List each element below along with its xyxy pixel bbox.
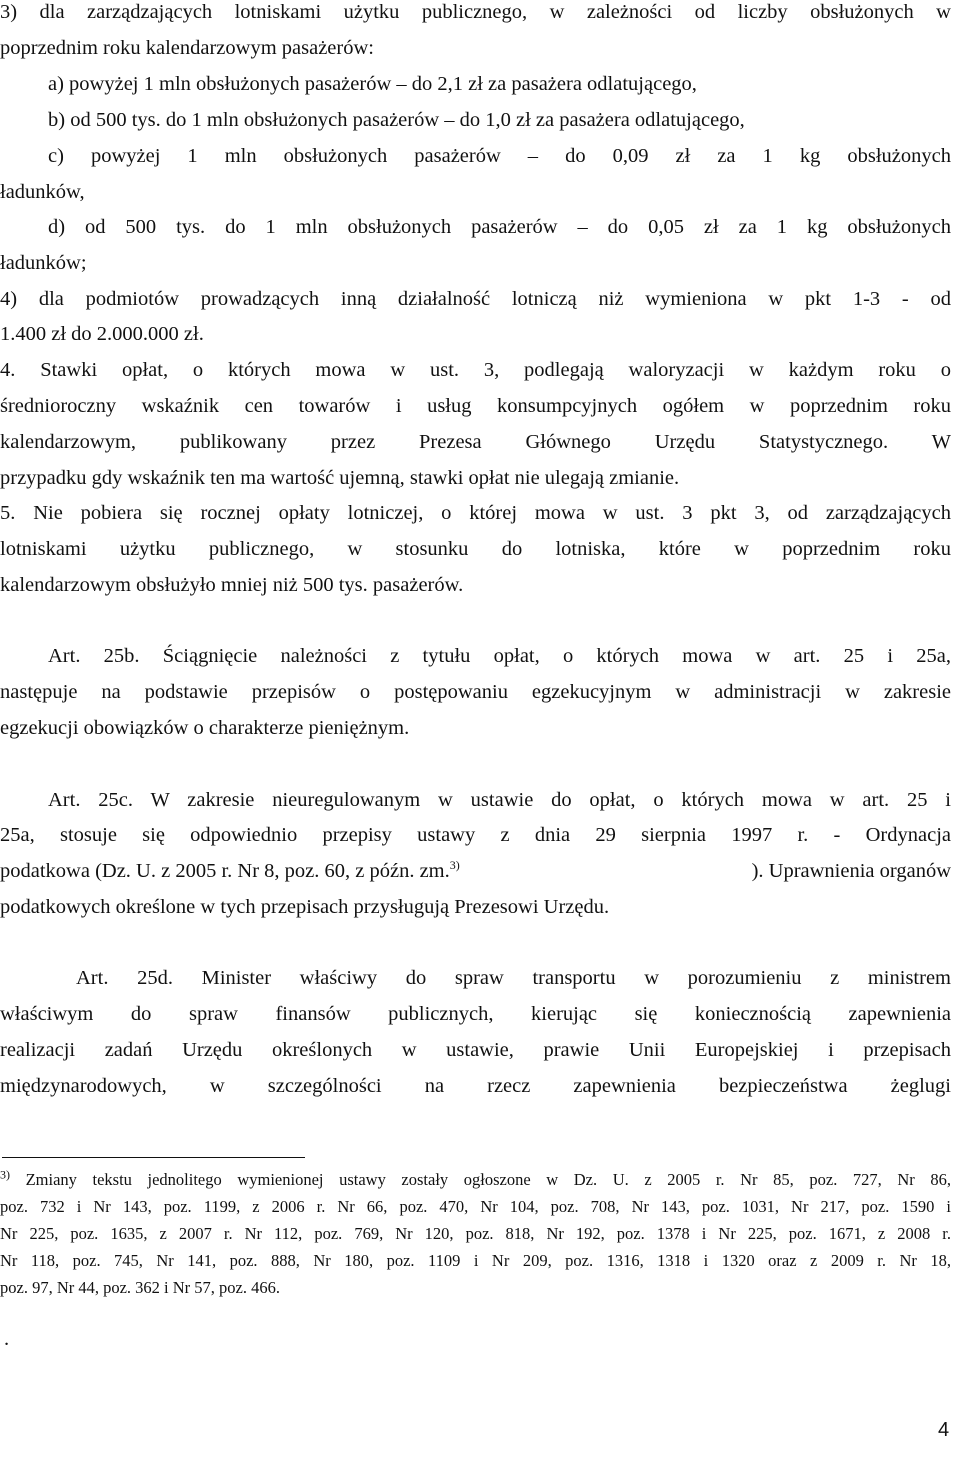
footnote-separator — [2, 1157, 305, 1158]
footnote-line: $^{3)}$ Zmiany tekstu jednolitego wymienionej ustawy zostały ogłoszone w Dz. U. z 2005 r. Nr 85, poz. 727, Nr 86, — [0, 1167, 952, 1189]
footnote-line: poz. 732 i Nr 143, poz. 1199, z 2006 r. Nr 66, poz. 470, Nr 104, poz. 708, Nr 143, poz. 1031, Nr 217, poz. 1590 i — [0, 1197, 951, 1216]
list-item: c) powyżej 1 mln obsłużonych pasażerów – do 0,09 zł za 1 kg obsłużonych — [48, 145, 951, 167]
text-line: średnioroczny wskaźnik cen towarów i usług konsumpcyjnych ogółem w poprzednim roku — [0, 395, 951, 417]
article-heading-line: Art. 25c. W zakresie nieuregulowanym w ustawie do opłat, o których mowa w art. 25 i — [48, 789, 951, 811]
list-item: a) powyżej 1 mln obsłużonych pasażerów – do 2,1 zł za pasażera odlatującego, — [48, 73, 697, 95]
text-line: ładunków; — [0, 252, 87, 274]
footnote-line: poz. 97, Nr 44, poz. 362 i Nr 57, poz. 466. — [0, 1278, 281, 1297]
text-line: 1.400 zł do 2.000.000 zł. — [0, 323, 204, 345]
text-line: kalendarzowym, publikowany przez Prezesa Głównego Urzędu Statystycznego. W — [0, 431, 951, 453]
text-line: 4. Stawki opłat, o których mowa w ust. 3, podlegają waloryzacji w każdym roku o — [0, 359, 951, 381]
text-line: kalendarzowym obsłużyło mniej niż 500 tys. pasażerów. — [0, 574, 464, 596]
article-heading-line: Art. 25d. Minister właściwy do spraw transportu w porozumieniu z ministrem — [76, 967, 951, 989]
footnote-marker: 3) — [0, 1167, 10, 1182]
text-line: następuje na podstawie przepisów o postępowaniu egzekucyjnym w administracji w zakresie — [0, 681, 951, 703]
text-line: 25a, stosuje się odpowiednio przepisy ustawy z dnia 29 sierpnia 1997 r. - Ordynacja — [0, 824, 951, 846]
trailing-dot: . — [4, 1328, 10, 1350]
text-line: międzynarodowych, w szczególności na rzecz zapewnienia bezpieczeństwa żeglugi — [0, 1075, 951, 1097]
page-number: 4 — [938, 1419, 950, 1441]
article-heading-line: Art. 25b. Ściągnięcie należności z tytułu opłat, o których mowa w art. 25 i 25a, — [48, 645, 951, 667]
text-line: 3) dla zarządzających lotniskami użytku publicznego, w zależności od liczby obsłużonych w — [0, 1, 951, 23]
text-line: ładunków, — [0, 181, 85, 203]
text-line: 4) dla podmiotów prowadzących inną działalność lotniczą niż wymieniona w pkt 1-3 - od — [0, 288, 951, 310]
text-line: 5. Nie pobiera się rocznej opłaty lotniczej, o której mowa w ust. 3 pkt 3, od zarządzających — [0, 502, 951, 524]
footnote-line: Nr 225, poz. 1635, z 2007 r. Nr 112, poz. 769, Nr 120, poz. 818, Nr 192, poz. 1378 i Nr 225, poz. 1671, z 2008 r. — [0, 1224, 951, 1243]
footnote-reference: 3) — [449, 858, 460, 873]
text-line: poprzednim roku kalendarzowym pasażerów: — [0, 37, 374, 59]
text-line: podatkowa (Dz. U. z 2005 r. Nr 8, poz. 60, z późn. zm.$^{3)}$ ). Uprawnienia organów — [0, 858, 951, 882]
list-item: b) od 500 tys. do 1 mln obsłużonych pasażerów – do 1,0 zł za pasażera odlatującego, — [48, 109, 745, 131]
text-line: lotniskami użytku publicznego, w stosunku do lotniska, które w poprzednim roku — [0, 538, 951, 560]
text-line: egzekucji obowiązków o charakterze pieniężnym. — [0, 717, 410, 739]
footnote-line: Nr 118, poz. 745, Nr 141, poz. 888, Nr 180, poz. 1109 i Nr 209, poz. 1316, 1318 i 1320 oraz z 2009 r. Nr 18, — [0, 1251, 951, 1270]
text-line: podatkowych określone w tych przepisach przysługują Prezesowi Urzędu. — [0, 896, 610, 918]
text-line: przypadku gdy wskaźnik ten ma wartość ujemną, stawki opłat nie ulegają zmianie. — [0, 467, 680, 489]
text-line: właściwym do spraw finansów publicznych, kierując się koniecznością zapewnienia — [0, 1003, 951, 1025]
text-line: realizacji zadań Urzędu określonych w ustawie, prawie Unii Europejskiej i przepisach — [0, 1039, 951, 1061]
list-item: d) od 500 tys. do 1 mln obsłużonych pasażerów – do 0,05 zł za 1 kg obsłużonych — [48, 216, 951, 238]
